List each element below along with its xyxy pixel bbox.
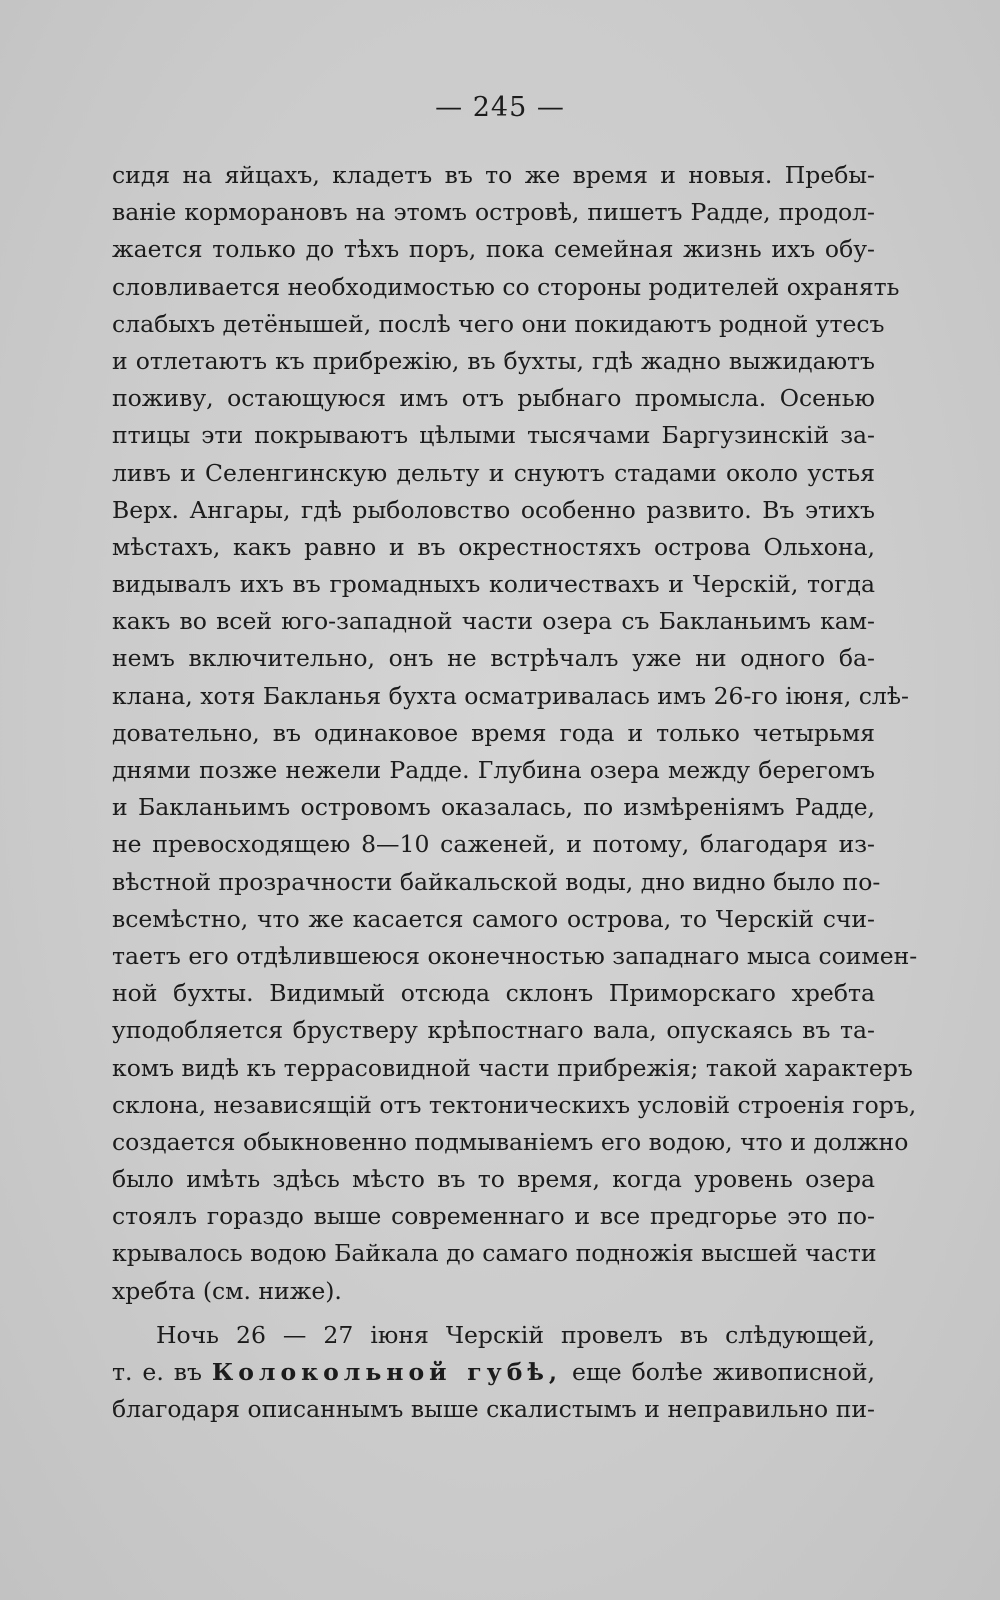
- text-line: было имѣть здѣсь мѣсто въ то время, когда уровень озера: [112, 1165, 875, 1194]
- text-line: немъ включительно, онъ не встрѣчалъ уже ни одного ба-: [112, 644, 875, 673]
- text-line: всемѣстно, что же касается самого острова, то Черскій счи-: [112, 904, 875, 933]
- text-line: не превосходящею 8—10 саженей, и потому, благодаря из-: [112, 830, 875, 859]
- text-line: ливъ и Селенгинскую дельту и снуютъ стадами около устья: [112, 458, 875, 487]
- text-fragment: т. е. въ: [112, 1358, 202, 1386]
- text-line: жается только до тѣхъ поръ, пока семейная жизнь ихъ обу-: [112, 235, 875, 264]
- text-line: и Бакланьимъ островомъ оказалась, по измѣреніямъ Радде,: [112, 793, 875, 822]
- text-line: довательно, въ одинаковое время года и только четырьмя: [112, 718, 875, 747]
- text-line: клана, хотя Бакланья бухта осматривалась имъ 26-го іюня, слѣ-: [112, 681, 909, 710]
- text-line: комъ видѣ къ террасовидной части прибрежія; такой характеръ: [112, 1053, 913, 1082]
- spaced-emphasis: Колокольной губѣ,: [211, 1358, 563, 1386]
- text-line: вѣстной прозрачности байкальской воды, дно видно было по-: [112, 867, 881, 896]
- text-line: склона, независящій отъ тектоническихъ условій строенія горъ,: [112, 1090, 917, 1119]
- text-line: создается обыкновенно подмываніемъ его водою, что и должно: [112, 1127, 909, 1156]
- text-line: сидя на яйцахъ, кладетъ въ то же время и новыя. Пребы-: [112, 161, 875, 189]
- page-number: — 245 —: [435, 92, 565, 123]
- text-line: ваніе корморановъ на этомъ островѣ, пишетъ Радде, продол-: [112, 198, 875, 227]
- text-line: видывалъ ихъ въ громадныхъ количествахъ и Черскій, тогда: [112, 570, 875, 599]
- text-line: Верх. Ангары, гдѣ рыболовство особенно развито. Въ этихъ: [112, 495, 875, 524]
- text-fragment: еще болѣе живописной,: [572, 1358, 875, 1386]
- text-line: поживу, остающуюся имъ отъ рыбнаго промысла. Осенью: [112, 384, 875, 413]
- paragraph-2: [112, 1317, 875, 1429]
- text-body: [112, 157, 918, 1428]
- text-line: стоялъ гораздо выше современнаго и все предгорье это по-: [112, 1202, 875, 1231]
- text-line: крывалось водою Байкала до самаго подножія высшей части: [112, 1239, 877, 1268]
- text-line: словливается необходимостью со стороны родителей охранять: [112, 272, 900, 301]
- text-line: благодаря описаннымъ выше скалистымъ и неправильно пи-: [112, 1395, 875, 1424]
- text-line: какъ во всей юго-западной части озера съ Бакланьимъ кам-: [112, 607, 875, 636]
- text-line: ной бухты. Видимый отсюда склонъ Приморскаго хребта: [112, 979, 875, 1008]
- text-line: слабыхъ детёнышей, послѣ чего они покидаютъ родной утесъ: [112, 309, 885, 338]
- text-line: Ночь 26 — 27 іюня Черскій провелъ въ слѣдующей,: [156, 1320, 875, 1349]
- text-line: птицы эти покрываютъ цѣлыми тысячами Баргузинскій за-: [112, 421, 875, 450]
- text-line: хребта (см. ниже).: [112, 1276, 342, 1305]
- text-line: и отлетаютъ къ прибрежію, въ бухты, гдѣ жадно выжидаютъ: [112, 346, 875, 375]
- text-line: днями позже нежели Радде. Глубина озера между берегомъ: [112, 756, 875, 784]
- text-line: [112, 1354, 875, 1391]
- paragraph-1: [112, 157, 918, 1310]
- text-line: мѣстахъ, какъ равно и въ окрестностяхъ острова Ольхона,: [112, 532, 875, 561]
- text-line: уподобляется брустверу крѣпостнаго вала, опускаясь въ та-: [112, 1016, 875, 1045]
- text-line: таетъ его отдѣлившеюся оконечностью западнаго мыса соимен-: [112, 941, 918, 970]
